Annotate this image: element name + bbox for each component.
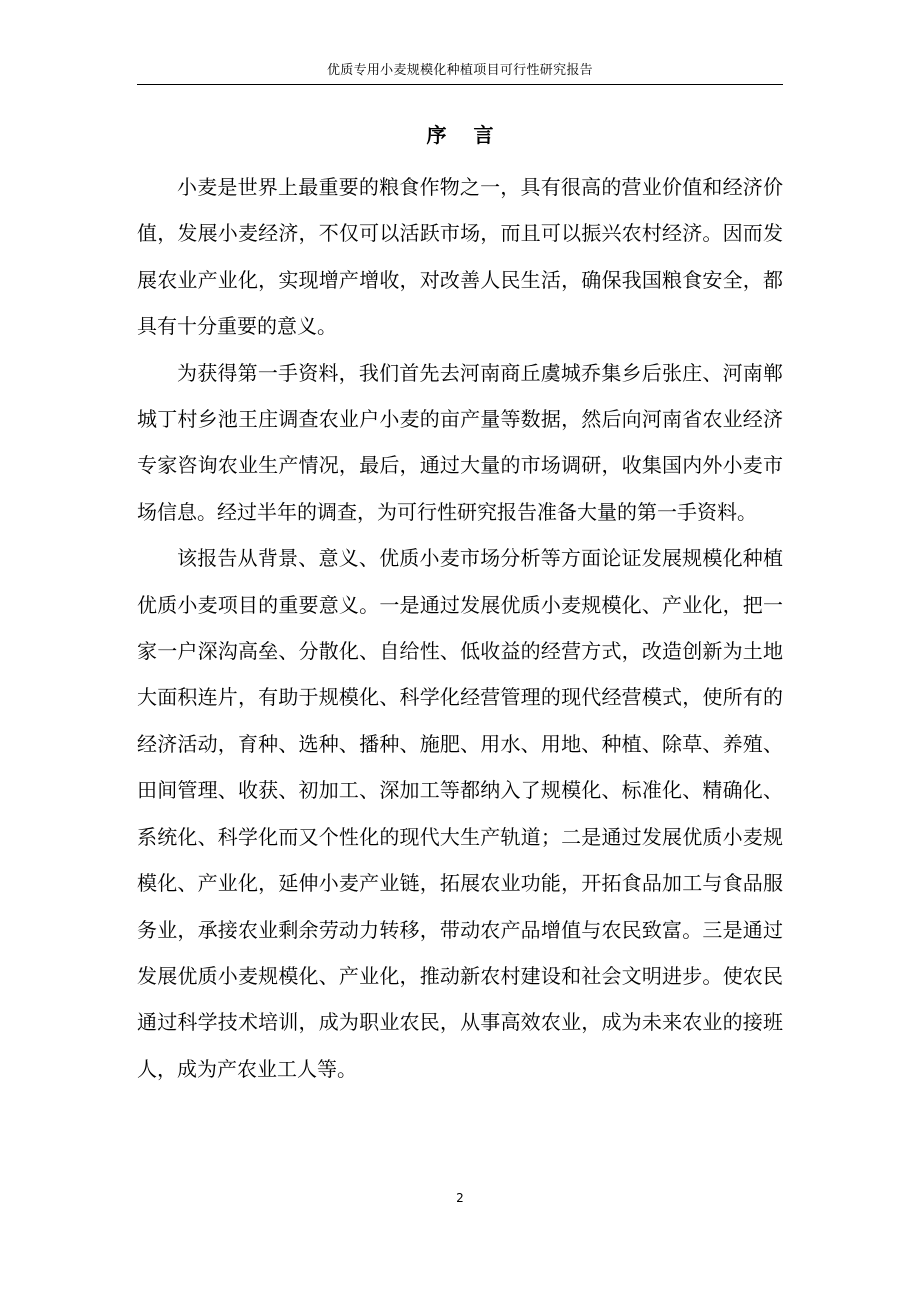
page-number: 2 bbox=[456, 1191, 464, 1205]
section-title: 序 言 bbox=[426, 123, 504, 147]
header-divider bbox=[137, 84, 783, 85]
body-text bbox=[137, 164, 783, 1092]
paragraph-1: 小麦是世界上最重要的粮食作物之一，具有很高的营业价值和经济价值，发展小麦经济，不仅可以活跃市场，而且可以振兴农村经济。因而发展农业产业化，实现增产增收，对改善人民生活，确保我国粮食安全，都具有十分重要的意义。 bbox=[137, 175, 783, 339]
paragraph-3: 该报告从背景、意义、优质小麦市场分析等方面论证发展规模化种植优质小麦项目的重要意义。一是通过发展优质小麦规模化、产业化，把一家一户深沟高垒、分散化、自给性、低收益的经营方式，改造创新为土地大面积连片，有助于规模化、科学化经营管理的现代经营模式，使所有的经济活动，育种、选种、播种、施肥、用水、用地、种植、除草、养殖、田间管理、收获、初加工、深加工等都纳入了规模化、标准化、精确化、系统化、科学化而又个性化的现代大生产轨道；二是通过发展优质小麦规模化、产业化，延伸小麦产业链，拓展农业功能，开拓食品加工与食品服务业，承接农业剩余劳动力转移，带动农产品增值与农民致富。三是通过发展优质小麦规模化、产业化，推动新农村建设和社会文明进步。使农民通过科学技术培训，成为职业农民，从事高效农业，成为未来农业的接班人，成为产农业工人等。 bbox=[137, 546, 783, 1081]
running-header: 优质专用小麦规模化种植项目可行性研究报告 bbox=[326, 63, 593, 78]
paragraph-2: 为获得第一手资料，我们首先去河南商丘虞城乔集乡后张庄、河南郸城丁村乡池王庄调查农业户小麦的亩产量等数据，然后向河南省农业经济专家咨询农业生产情况，最后，通过大量的市场调研，收集国内外小麦市场信息。经过半年的调查，为可行性研究报告准备大量的第一手资料。 bbox=[137, 360, 783, 524]
